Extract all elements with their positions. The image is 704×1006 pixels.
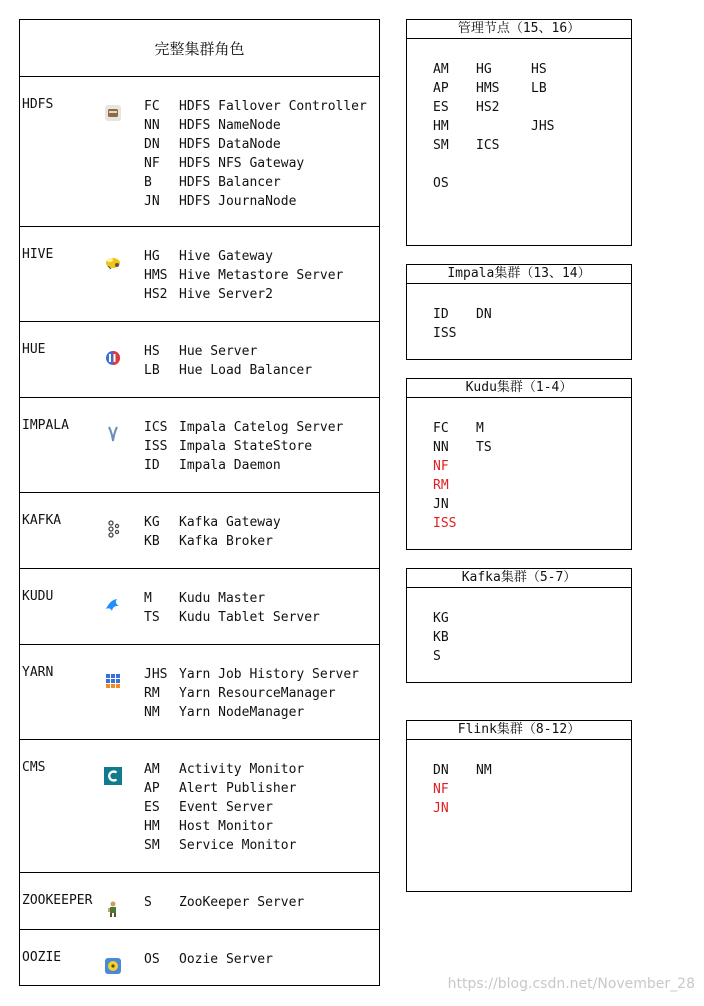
role-row (144, 684, 336, 703)
role-row (144, 779, 296, 798)
cluster-role-abbr: NF (433, 782, 449, 797)
cluster-role-abbr: M (476, 421, 484, 436)
role-description: Kafka Gateway (179, 515, 281, 530)
role-abbr: KG (144, 515, 160, 530)
role-description: HDFS NFS Gateway (179, 156, 305, 171)
role-abbr: NF (144, 156, 160, 171)
service-name: CMS (22, 760, 46, 775)
role-row (144, 665, 359, 684)
service-section-hue (20, 322, 379, 398)
role-row (144, 760, 304, 779)
role-row (144, 893, 304, 912)
oozie-icon (104, 957, 122, 975)
role-abbr: HG (144, 249, 160, 264)
role-row (144, 266, 343, 285)
role-abbr: OS (144, 952, 160, 967)
cluster-role-abbr: HS2 (476, 100, 500, 115)
service-section-kafka (20, 493, 379, 569)
role-description: Hive Gateway (179, 249, 273, 264)
yarn-grid-icon (104, 672, 122, 690)
role-row (144, 703, 304, 722)
role-description: Yarn NodeManager (179, 705, 305, 720)
role-description: Hue Load Balancer (179, 363, 313, 378)
cluster-title: Impala集群（13、14） (407, 265, 631, 284)
role-description: Host Monitor (179, 819, 273, 834)
role-abbr: LB (144, 363, 160, 378)
service-name: YARN (22, 665, 54, 680)
service-name: KUDU (22, 589, 54, 604)
service-name: HDFS (22, 97, 54, 112)
cluster-role-abbr: AM (433, 62, 449, 77)
cluster-role-abbr: SM (433, 138, 449, 153)
service-name: HIVE (22, 247, 54, 262)
service-name: ZOOKEEPER (22, 893, 93, 908)
role-description: Hive Server2 (179, 287, 273, 302)
service-section-yarn (20, 645, 379, 740)
role-abbr: JN (144, 194, 160, 209)
cluster-box-2 (406, 378, 632, 550)
cluster-title: Flink集群（8-12） (407, 721, 631, 740)
cluster-role-abbr: JN (433, 497, 449, 512)
service-name: OOZIE (22, 950, 62, 965)
role-abbr: M (144, 591, 152, 606)
watermark: https://blog.csdn.net/November_28 (447, 976, 695, 992)
cluster-box-1 (406, 264, 632, 360)
hue-icon (104, 349, 122, 367)
role-abbr: SM (144, 838, 160, 853)
cluster-role-abbr: AP (433, 81, 449, 96)
service-section-kudu (20, 569, 379, 645)
kudu-icon (104, 596, 122, 614)
role-row (144, 173, 281, 192)
cluster-role-abbr: KG (433, 611, 449, 626)
cluster-role-abbr: LB (531, 81, 547, 96)
role-row (144, 950, 273, 969)
role-row (144, 97, 367, 116)
role-abbr: HS2 (144, 287, 168, 302)
role-abbr: FC (144, 99, 160, 114)
service-section-hive (20, 227, 379, 322)
role-abbr: B (144, 175, 152, 190)
role-abbr: ES (144, 800, 160, 815)
roles-table (19, 19, 380, 986)
role-description: Impala Catelog Server (179, 420, 344, 435)
role-description: ZooKeeper Server (179, 895, 305, 910)
cluster-role-abbr: NM (476, 763, 492, 778)
role-row (144, 532, 273, 551)
cluster-box-3 (406, 568, 632, 683)
role-row (144, 342, 257, 361)
role-description: HDFS NameNode (179, 118, 281, 133)
role-description: Service Monitor (179, 838, 297, 853)
role-row (144, 608, 320, 627)
service-section-oozie (20, 930, 379, 986)
role-row (144, 456, 281, 475)
role-row (144, 154, 304, 173)
kafka-icon (104, 520, 122, 538)
cluster-title: Kudu集群（1-4） (407, 379, 631, 398)
role-abbr: RM (144, 686, 160, 701)
role-description: Activity Monitor (179, 762, 305, 777)
role-description: Alert Publisher (179, 781, 297, 796)
cluster-role-abbr: JHS (531, 119, 555, 134)
role-description: HDFS DataNode (179, 137, 281, 152)
role-abbr: HMS (144, 268, 168, 283)
role-description: Hue Server (179, 344, 258, 359)
service-section-impala (20, 398, 379, 493)
role-abbr: AM (144, 762, 160, 777)
role-row (144, 589, 265, 608)
role-abbr: HM (144, 819, 160, 834)
cluster-role-abbr: DN (433, 763, 449, 778)
role-description: Yarn Job History Server (179, 667, 360, 682)
role-description: HDFS Fallover Controller (179, 99, 367, 114)
role-row (144, 247, 273, 266)
cluster-role-abbr: NN (433, 440, 449, 455)
role-abbr: AP (144, 781, 160, 796)
cluster-role-abbr: HM (433, 119, 449, 134)
role-description: Event Server (179, 800, 273, 815)
role-abbr: ISS (144, 439, 168, 454)
service-section-cms (20, 740, 379, 873)
cluster-box-4 (406, 720, 632, 892)
cluster-role-abbr: DN (476, 307, 492, 322)
role-abbr: NM (144, 705, 160, 720)
cms-c-icon (104, 767, 122, 785)
service-section-hdfs (20, 77, 379, 227)
role-abbr: TS (144, 610, 160, 625)
role-row (144, 361, 312, 380)
cluster-box-0 (406, 19, 632, 246)
role-description: Kafka Broker (179, 534, 273, 549)
cluster-role-abbr: TS (476, 440, 492, 455)
role-abbr: NN (144, 118, 160, 133)
role-description: HDFS Balancer (179, 175, 281, 190)
role-row (144, 836, 296, 855)
cluster-role-abbr: ID (433, 307, 449, 322)
service-section-zookeeper (20, 873, 379, 930)
role-description: Kudu Tablet Server (179, 610, 320, 625)
role-description: Yarn ResourceManager (179, 686, 336, 701)
hive-bee-icon (104, 254, 122, 272)
role-abbr: ID (144, 458, 160, 473)
cluster-title: 管理节点（15、16） (407, 20, 631, 39)
role-abbr: DN (144, 137, 160, 152)
role-row (144, 798, 273, 817)
table-title: 完整集群角色 (20, 20, 379, 77)
cluster-title: Kafka集群（5-7） (407, 569, 631, 588)
role-row (144, 116, 281, 135)
role-row (144, 192, 296, 211)
role-row (144, 817, 273, 836)
cluster-role-abbr: ICS (476, 138, 500, 153)
role-abbr: S (144, 895, 152, 910)
role-abbr: ICS (144, 420, 168, 435)
cluster-role-abbr: FC (433, 421, 449, 436)
zookeeper-icon (104, 900, 122, 918)
service-name: KAFKA (22, 513, 62, 528)
cluster-role-abbr: HS (531, 62, 547, 77)
role-description: Oozie Server (179, 952, 273, 967)
impala-icon (104, 425, 122, 443)
role-description: Kudu Master (179, 591, 266, 606)
cluster-role-abbr: RM (433, 478, 449, 493)
cluster-role-abbr: NF (433, 459, 449, 474)
cluster-role-abbr: ISS (433, 326, 457, 341)
cluster-role-abbr: S (433, 649, 441, 664)
cluster-role-abbr: KB (433, 630, 449, 645)
service-name: HUE (22, 342, 46, 357)
role-abbr: JHS (144, 667, 168, 682)
role-abbr: KB (144, 534, 160, 549)
role-description: Hive Metastore Server (179, 268, 344, 283)
role-row (144, 285, 273, 304)
cluster-role-abbr: HMS (476, 81, 500, 96)
role-description: HDFS JournaNode (179, 194, 297, 209)
role-row (144, 513, 281, 532)
role-row (144, 135, 281, 154)
cluster-role-abbr: JN (433, 801, 449, 816)
role-row (144, 437, 312, 456)
role-abbr: HS (144, 344, 160, 359)
hdfs-icon (104, 104, 122, 122)
cluster-role-abbr: OS (433, 176, 449, 191)
cluster-role-abbr: ISS (433, 516, 457, 531)
cluster-role-abbr: HG (476, 62, 492, 77)
cluster-role-abbr: ES (433, 100, 449, 115)
role-description: Impala Daemon (179, 458, 281, 473)
role-row (144, 418, 343, 437)
service-name: IMPALA (22, 418, 69, 433)
role-description: Impala StateStore (179, 439, 313, 454)
